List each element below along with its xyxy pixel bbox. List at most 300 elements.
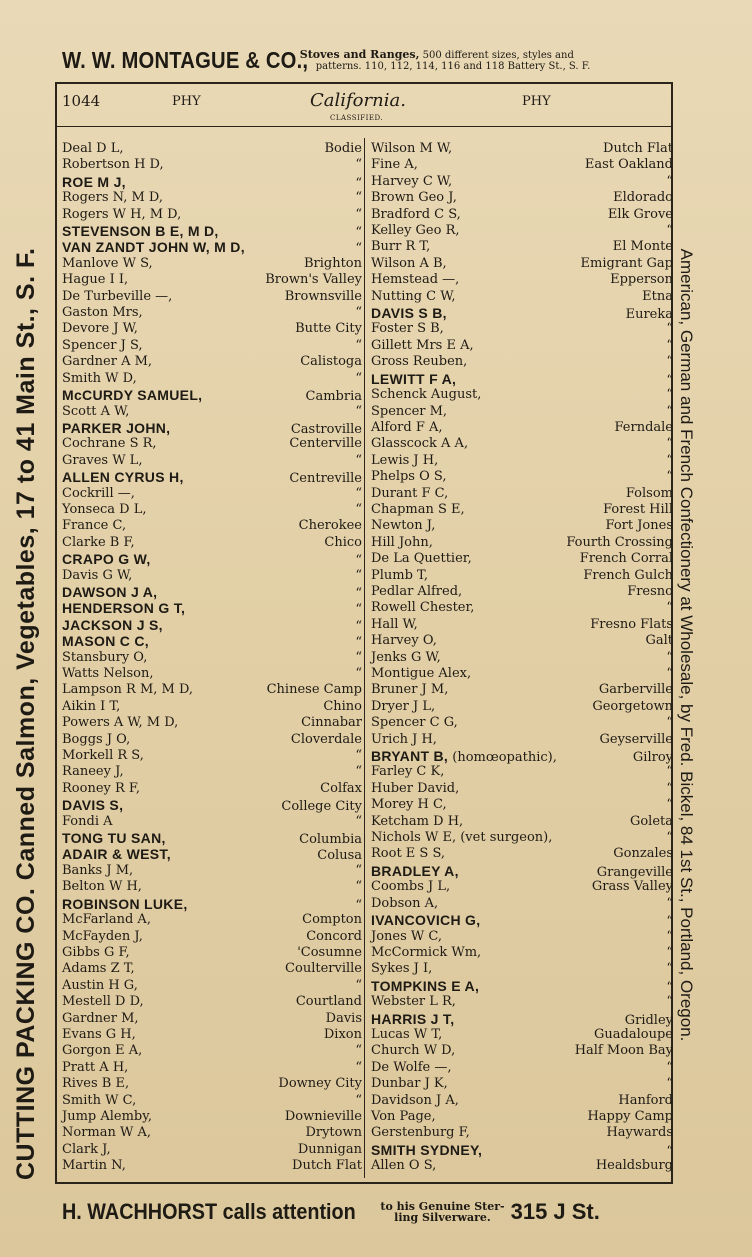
listing-row	[62, 1060, 362, 1076]
listing-name: DAVIS S,	[62, 797, 124, 814]
listing-place: “	[666, 321, 673, 337]
listing-name: Jones W C,	[371, 928, 443, 944]
listing-place: “	[355, 977, 362, 993]
listing-row	[371, 518, 673, 534]
listing-place: Healdsburg	[595, 1158, 673, 1174]
listing-name: Pedlar Alfred,	[371, 583, 463, 599]
listing-name: Glasscock A A,	[371, 436, 469, 452]
listing-place: “	[666, 223, 673, 239]
listing-name: De La Quettier,	[371, 551, 472, 567]
listing-name: Kelley Geo R,	[371, 223, 460, 239]
listing-place: Geyserville	[599, 731, 673, 747]
listing-row	[62, 436, 362, 452]
listing-name: Boggs J O,	[62, 731, 131, 747]
listing-place: Half Moon Bay	[574, 1043, 673, 1059]
listing-row	[62, 666, 362, 682]
listing-place: Gonzales	[613, 846, 673, 862]
listing-place: “	[666, 994, 673, 1010]
listing-place: Elk Grove	[607, 206, 673, 222]
listing-row	[62, 1011, 362, 1027]
listing-place: Colusa	[317, 848, 362, 864]
listing-name: ROE M J,	[62, 173, 126, 190]
listing-name: HARRIS J T,	[371, 1010, 455, 1027]
listing-place: “	[666, 173, 673, 189]
listing-place: “	[355, 618, 362, 634]
listing-row	[62, 486, 362, 502]
listing-row	[62, 945, 362, 961]
listing-place: “	[666, 436, 673, 452]
listing-place: Calistoga	[300, 354, 362, 370]
listing-row	[62, 387, 362, 403]
listing-place: “	[355, 403, 362, 419]
listing-place: Goleta	[629, 813, 673, 829]
listing-place: Dixon	[323, 1026, 362, 1042]
listing-name: ALLEN CYRUS H,	[62, 469, 184, 486]
listing-place: Cinnabar	[301, 715, 362, 731]
listing-name: Scott A W,	[62, 403, 130, 419]
listing-name: BRYANT B,	[371, 748, 449, 765]
listing-row	[371, 1011, 673, 1027]
listing-name: Hall W,	[371, 616, 418, 632]
top-ad-details	[300, 49, 591, 72]
listing-name: JACKSON J S,	[62, 616, 163, 633]
listing-place: Castroville	[290, 421, 362, 437]
listing-place: “	[355, 602, 362, 618]
listing-row	[62, 929, 362, 945]
listing-place: Downey City	[278, 1076, 362, 1092]
listing-place: “	[666, 469, 673, 485]
listing-row	[62, 305, 362, 321]
listing-place: East Oakland	[584, 157, 673, 173]
listing-name: Rowell Chester,	[371, 600, 475, 616]
listing-name: McFarland A,	[62, 912, 151, 928]
listing-row	[62, 141, 362, 157]
listing-row	[371, 617, 673, 633]
listing-row	[62, 404, 362, 420]
header-rule	[57, 126, 671, 127]
listing-place: “	[355, 485, 362, 501]
listing-place: “	[355, 370, 362, 386]
listing-name: Sykes J I,	[371, 961, 433, 977]
listing-place: Eureka	[625, 307, 673, 323]
bottom-ad-address: 315 J St.	[510, 1199, 600, 1224]
listing-place: Ferndale	[614, 419, 673, 435]
listing-place: “	[355, 1043, 362, 1059]
listing-row	[62, 994, 362, 1010]
listing-place: Columbia	[299, 832, 362, 848]
listing-row	[62, 896, 362, 912]
listing-place: College City	[281, 799, 362, 815]
listing-place: French Corral	[579, 551, 673, 567]
listing-place: “	[355, 337, 362, 353]
listing-name: Belton W H,	[62, 879, 142, 895]
listing-row	[62, 207, 362, 223]
header-right-abbr: PHY	[522, 94, 551, 109]
listing-row	[62, 879, 362, 895]
listing-name: Rooney R F,	[62, 780, 141, 796]
bottom-ad-line1: to his Genuine Ster-	[380, 1200, 505, 1213]
page-subtitle: CLASSIFIED.	[330, 114, 384, 122]
listing-place: “	[355, 635, 362, 651]
listing-name: Gibbs G F,	[62, 944, 130, 960]
listing-place: “	[355, 897, 362, 913]
listing-row	[62, 978, 362, 994]
listing-place: Fresno	[627, 583, 673, 599]
listing-row	[371, 896, 673, 912]
listing-place: Fort Jones	[605, 518, 673, 534]
listing-place: “	[666, 928, 673, 944]
listing-place: Fourth Crossing	[566, 534, 673, 550]
listing-name: Norman W A,	[62, 1125, 152, 1141]
listing-row	[371, 650, 673, 666]
listing-name: Farley C K,	[371, 764, 445, 780]
listing-place: Emigrant Gap	[580, 255, 673, 271]
column-divider	[364, 138, 365, 1178]
page-header	[62, 88, 672, 126]
listing-place: Etna	[642, 288, 673, 304]
listing-row	[371, 305, 673, 321]
bottom-ad-details	[380, 1201, 504, 1223]
listing-note: (homœopathic),	[448, 750, 557, 766]
listing-row	[371, 600, 673, 616]
listing-name: De Turbeville —,	[62, 288, 173, 304]
listing-row	[62, 239, 362, 255]
listing-name: Dobson A,	[371, 895, 439, 911]
listing-row	[62, 797, 362, 813]
listing-place: “	[666, 797, 673, 813]
listing-name: Spencer J S,	[62, 337, 143, 353]
listing-row	[62, 764, 362, 780]
listing-name: Hemstead —,	[371, 272, 460, 288]
listing-row	[371, 1076, 673, 1092]
listing-row	[371, 666, 673, 682]
listing-place: Butte City	[295, 321, 362, 337]
listing-name: STEVENSON B E, M D,	[62, 223, 219, 240]
listing-place: Georgetown	[592, 698, 673, 714]
listing-place: “	[666, 1143, 673, 1159]
listing-name: HENDERSON G T,	[62, 600, 186, 617]
listing-place: Cloverdale	[290, 731, 362, 747]
listing-name: Gardner M,	[62, 1010, 139, 1026]
listing-name: Newton J,	[371, 518, 436, 534]
listing-row	[371, 797, 673, 813]
listing-row	[371, 371, 673, 387]
listing-place: Hanford	[618, 1092, 673, 1108]
listing-row	[371, 174, 673, 190]
listing-row	[62, 321, 362, 337]
listing-row	[62, 846, 362, 862]
listing-row	[371, 633, 673, 649]
listing-row	[371, 830, 673, 846]
listing-row	[62, 354, 362, 370]
listing-place: Galt	[645, 633, 673, 649]
listing-name: LEWITT F A,	[371, 370, 457, 387]
listing-place: Eldorado	[613, 190, 673, 206]
listing-place: Dutch Flat	[603, 141, 673, 156]
listing-row	[62, 1109, 362, 1125]
listing-name: ADAIR & WEST,	[62, 846, 171, 863]
listing-place: “	[666, 1059, 673, 1075]
listing-place: Drytown	[305, 1125, 362, 1141]
listing-name: De Wolfe —,	[371, 1059, 452, 1075]
listing-place: “	[666, 452, 673, 468]
listing-name: Schenck August,	[371, 387, 482, 403]
listing-name: Harvey O,	[371, 633, 437, 649]
listing-name: McFayden J,	[62, 928, 143, 944]
listing-place: Grass Valley	[591, 879, 673, 895]
listing-name: Chapman S E,	[371, 501, 465, 517]
listing-row	[62, 272, 362, 288]
listing-name: Hague I I,	[62, 272, 129, 288]
listing-row	[371, 1093, 673, 1109]
listing-name: Bradford C S,	[371, 206, 461, 222]
listing-name: Huber David,	[371, 780, 460, 796]
listing-row	[62, 1093, 362, 1109]
listing-row	[371, 1043, 673, 1059]
listing-name: ROBINSON LUKE,	[62, 895, 188, 912]
listing-name: TOMPKINS E A,	[371, 977, 480, 994]
listing-name: Jump Alemby,	[62, 1108, 153, 1124]
bottom-advertisement	[62, 1192, 682, 1232]
listing-name: DAVIS S B,	[371, 305, 447, 322]
listing-name: Banks J M,	[62, 862, 134, 878]
listing-name: Devore J W,	[62, 321, 138, 337]
listing-name: Smith W D,	[62, 370, 137, 386]
listing-place: “	[666, 914, 673, 930]
listing-row	[62, 469, 362, 485]
listing-name: Lampson R M, M D,	[62, 682, 194, 698]
listing-name: Morkell R S,	[62, 748, 144, 764]
listing-row	[62, 912, 362, 928]
listing-place: Courtland	[295, 994, 362, 1010]
listing-row	[62, 420, 362, 436]
listing-place: Epperson	[610, 272, 673, 288]
listing-row	[371, 453, 673, 469]
listing-place: “	[355, 748, 362, 764]
listing-row	[371, 699, 673, 715]
listing-name: Dryer J L,	[371, 698, 436, 714]
listing-place: “	[666, 1076, 673, 1092]
listing-place: “	[666, 387, 673, 403]
listing-place: “	[355, 1092, 362, 1108]
listing-row	[371, 961, 673, 977]
listing-row	[371, 404, 673, 420]
listing-place: Coulterville	[285, 961, 362, 977]
listing-place: “	[666, 403, 673, 419]
listing-place: 'Cosumne	[297, 944, 362, 960]
listing-row	[371, 1142, 673, 1158]
listing-name: Spencer C G,	[371, 715, 458, 731]
listing-name: Wilson A B,	[371, 255, 447, 271]
listing-row	[371, 141, 673, 157]
listing-place: “	[355, 225, 362, 241]
listing-name: Aikin I T,	[62, 698, 121, 714]
listing-place: “	[666, 961, 673, 977]
listing-row	[371, 256, 673, 272]
listing-place: Cambria	[305, 389, 362, 405]
listing-row	[371, 682, 673, 698]
listing-row	[62, 961, 362, 977]
listing-row	[62, 190, 362, 206]
listing-row	[62, 748, 362, 764]
listing-row	[371, 1158, 673, 1174]
listing-row	[371, 994, 673, 1010]
listing-name: Cochrane S R,	[62, 436, 157, 452]
listing-row	[371, 715, 673, 731]
listing-row	[62, 453, 362, 469]
listing-name: Rives B E,	[62, 1076, 130, 1092]
listing-place: “	[666, 337, 673, 353]
top-advertisement	[62, 42, 682, 78]
listing-name: Gardner A M,	[62, 354, 153, 370]
listing-place: Cherokee	[298, 518, 362, 534]
page-number: 1044	[62, 92, 101, 110]
listing-row	[62, 551, 362, 567]
listing-place: “	[666, 979, 673, 995]
listing-row	[371, 1027, 673, 1043]
listing-place: “	[666, 895, 673, 911]
top-ad-company: W. W. MONTAGUE & CO.,	[62, 46, 309, 73]
listing-name: McCormick Wm,	[371, 944, 482, 960]
listing-place: Grangeville	[596, 864, 673, 880]
listing-row	[371, 863, 673, 879]
listing-row	[371, 420, 673, 436]
listing-place: “	[666, 715, 673, 731]
listing-row	[371, 929, 673, 945]
listing-name: Smith W C,	[62, 1092, 137, 1108]
listing-name: Morey H C,	[371, 797, 447, 813]
listing-name: Watts Nelson,	[62, 666, 154, 681]
listing-row	[371, 945, 673, 961]
listing-name: Davis G W,	[62, 567, 133, 583]
listing-place: “	[666, 354, 673, 370]
listing-row	[62, 682, 362, 698]
listing-row	[371, 354, 673, 370]
listing-name: Davidson J A,	[371, 1092, 459, 1108]
listing-place: Davis	[325, 1010, 362, 1026]
listing-place: “	[666, 944, 673, 960]
page-title: California.	[310, 90, 406, 111]
listing-row	[371, 207, 673, 223]
listing-name: Harvey C W,	[371, 173, 453, 189]
listing-place: “	[355, 879, 362, 895]
listing-row	[62, 584, 362, 600]
listing-place: Concord	[306, 928, 362, 944]
top-ad-line1-rest: 500 different sizes, styles and	[419, 49, 574, 61]
listing-name: Rogers W H, M D,	[62, 206, 182, 222]
listing-row	[62, 863, 362, 879]
listing-row	[371, 486, 673, 502]
listing-name: TONG TU SAN,	[62, 830, 166, 847]
listing-row	[62, 617, 362, 633]
listing-name: Spencer M,	[371, 403, 448, 419]
listing-place: Compton	[302, 912, 362, 928]
listing-row	[371, 321, 673, 337]
header-left-abbr: PHY	[172, 94, 201, 109]
listing-place: Dutch Flat	[292, 1158, 362, 1174]
listing-row	[371, 272, 673, 288]
listing-place: Centreville	[289, 471, 362, 487]
listing-row	[371, 781, 673, 797]
listing-row	[371, 387, 673, 403]
listing-name: Montigue Alex,	[371, 666, 472, 681]
listing-name: Stansbury O,	[62, 649, 148, 665]
listing-place: “	[355, 305, 362, 321]
listing-row	[62, 814, 362, 830]
listing-name: Austin H G,	[62, 977, 138, 993]
listing-name: PARKER JOHN,	[62, 419, 171, 436]
left-column	[62, 141, 362, 1175]
left-side-advertisement: CUTTING PACKING CO. Canned Salmon, Vegetables, 17 to 41 Main St., S. F.	[12, 247, 40, 1180]
listing-row	[371, 223, 673, 239]
listing-place: Brownsville	[284, 288, 362, 304]
listing-row	[62, 699, 362, 715]
listing-name: Wilson M W,	[371, 141, 453, 156]
listing-row	[62, 338, 362, 354]
listing-row	[371, 551, 673, 567]
listing-name: Foster S B,	[371, 321, 444, 337]
listing-place: “	[666, 830, 673, 846]
listing-name: Lewis J H,	[371, 452, 439, 468]
listing-place: “	[355, 666, 362, 681]
listing-name: Church W D,	[371, 1043, 456, 1059]
listing-name: Von Page,	[371, 1108, 436, 1124]
listing-row	[371, 157, 673, 173]
listing-name: Robertson H D,	[62, 157, 164, 173]
listing-place: El Monte	[612, 239, 673, 255]
listing-row	[62, 1027, 362, 1043]
listing-name: Urich J H,	[371, 731, 437, 747]
listing-row	[371, 1060, 673, 1076]
listing-row	[371, 748, 673, 764]
listing-place: Brown's Valley	[265, 272, 362, 288]
listing-place: Happy Camp	[587, 1108, 673, 1124]
listing-row	[371, 338, 673, 354]
listing-place: “	[355, 585, 362, 601]
listing-name: MASON C C,	[62, 633, 149, 650]
listing-place: Chinese Camp	[266, 682, 362, 698]
listing-place: “	[355, 1059, 362, 1075]
listing-place: Gridley	[624, 1012, 673, 1028]
top-ad-address: patterns. 110, 112, 114, 116 and 118 Battery St., S. F.	[315, 60, 591, 72]
listing-row	[371, 1125, 673, 1141]
top-ad-product: Stoves and Ranges,	[299, 47, 420, 61]
listing-name: Rogers N, M D,	[62, 190, 163, 206]
listing-name: IVANCOVICH G,	[371, 912, 481, 929]
listing-name: Graves W L,	[62, 452, 143, 468]
listing-name: Adams Z T,	[62, 961, 135, 977]
listing-place: Dunnigan	[297, 1141, 362, 1157]
listing-row	[62, 732, 362, 748]
listing-place: “	[666, 649, 673, 665]
listing-name: Webster L R,	[371, 994, 456, 1010]
listing-row	[62, 1158, 362, 1174]
listing-place: “	[666, 372, 673, 388]
listing-place: “	[355, 764, 362, 780]
bottom-ad-headline: H. WACHHORST calls attention	[62, 1199, 356, 1224]
listing-name: BRADLEY A,	[371, 862, 459, 879]
listing-name: Gross Reuben,	[371, 354, 468, 370]
listing-name: Clarke B F,	[62, 534, 135, 550]
listing-place: “	[355, 452, 362, 468]
listing-name: McCURDY SAMUEL,	[62, 387, 203, 404]
listing-place: “	[666, 600, 673, 616]
listing-name: Yonseca D L,	[62, 501, 147, 517]
listing-row	[62, 223, 362, 239]
listing-name: Gaston Mrs,	[62, 305, 143, 321]
listing-name: Burr R T,	[371, 239, 431, 255]
listing-place: “	[355, 553, 362, 569]
